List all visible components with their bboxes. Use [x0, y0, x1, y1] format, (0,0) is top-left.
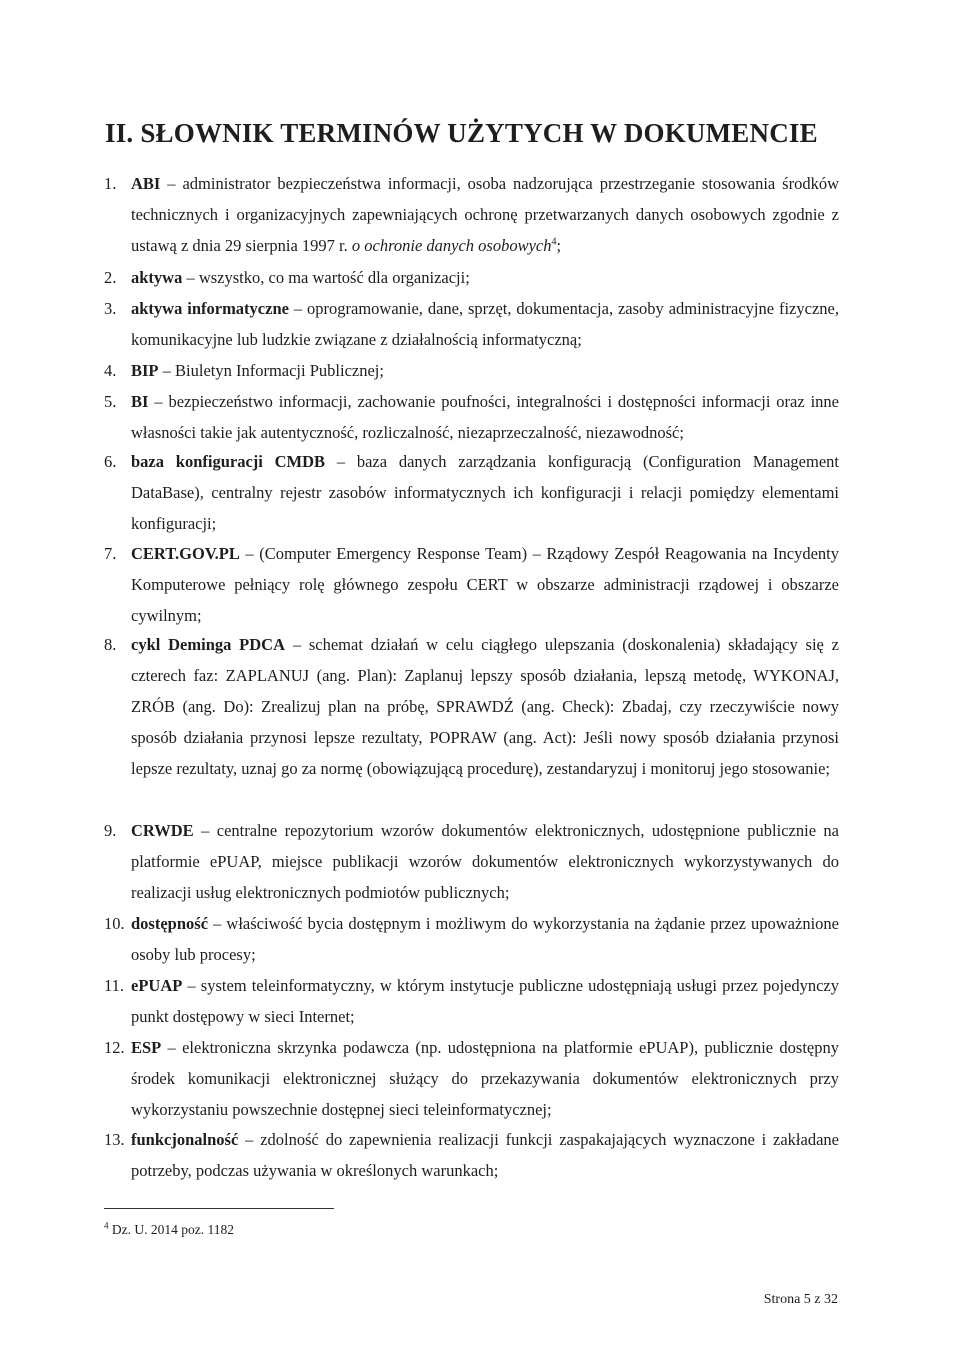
- footnote-ref[interactable]: 4: [551, 236, 557, 248]
- item-number: 4.: [104, 361, 117, 380]
- item-term: ABI: [131, 174, 161, 193]
- item-number: 6.: [104, 452, 117, 471]
- item-number: 7.: [104, 544, 117, 563]
- item-text: [131, 1124, 839, 1186]
- item-term: aktywa: [131, 268, 183, 287]
- item-definition: – centralne repozytorium wzorów dokumentów elektronicznych, udostępnione publicznie na platformie ePUAP, miejsce publikacji wzorów dokumentów elektronicznych wykorzystywanych do realizacji usług elektronicznych podmiotów publicznych;: [131, 821, 839, 902]
- item-term: ESP: [131, 1038, 162, 1057]
- section-heading: II. SŁOWNIK TERMINÓW UŻYTYCH W DOKUMENCIE: [105, 118, 818, 148]
- item-term: ePUAP: [131, 976, 183, 995]
- act-title: o ochronie danych osobowych: [351, 236, 552, 255]
- item-definition: – elektroniczna skrzynka podawcza (np. udostępniona na platformie ePUAP), publicznie dostępny środek komunikacji elektronicznej służący do przekazywania dokumentów elektronicznych przy wykorzystaniu powszechnie dostępnej sieci teleinformatycznej;: [131, 1038, 839, 1119]
- footnote-text: Dz. U. 2014 poz. 1182: [108, 1222, 234, 1237]
- item-definition: – system teleinformatyczny, w którym instytucje publiczne udostępniają usługi przez pojedynczy punkt dostępowy w sieci Internet;: [131, 976, 839, 1026]
- item-text: [131, 293, 839, 355]
- item-punct: ;: [556, 236, 562, 255]
- item-number: 5.: [104, 392, 117, 411]
- item-term: BIP: [131, 361, 159, 380]
- item-term: baza konfiguracji CMDB: [131, 452, 326, 471]
- item-text: [131, 168, 839, 261]
- footnote-number: 4: [104, 1220, 109, 1231]
- footnote: [104, 1222, 234, 1238]
- item-text: [131, 1032, 839, 1125]
- item-number: 8.: [104, 635, 117, 654]
- item-text: [131, 386, 839, 448]
- item-text: [131, 355, 839, 386]
- item-term: funkcjonalność: [131, 1130, 239, 1149]
- item-number: 2.: [104, 268, 117, 287]
- item-number: 9.: [104, 821, 117, 840]
- item-definition: – właściwość bycia dostępnym i możliwym do wykorzystania na żądanie przez upoważnione osoby lub procesy;: [131, 914, 839, 964]
- item-definition: – wszystko, co ma wartość dla organizacji;: [182, 268, 470, 287]
- item-term: CERT.GOV.PL: [131, 544, 240, 563]
- footnote-separator: [104, 1208, 334, 1209]
- item-number: 1.: [104, 174, 117, 193]
- item-text: [131, 538, 839, 631]
- item-term: cykl Deminga PDCA: [131, 635, 286, 654]
- item-number: 10.: [104, 914, 125, 933]
- item-number: 3.: [104, 299, 117, 318]
- item-text: [131, 262, 839, 293]
- page-number: Strona 5 z 32: [763, 1292, 838, 1307]
- item-term: aktywa informatyczne: [131, 299, 289, 318]
- item-term: CRWDE: [131, 821, 194, 840]
- item-text: [131, 446, 839, 539]
- item-number: 12.: [104, 1038, 125, 1057]
- item-text: [131, 815, 839, 908]
- item-definition: – baza danych zarządzania konfiguracją (Configuration Management DataBase), centralny rejestr zasobów informatycznych ich konfiguracji i relacji pomiędzy elementami konfiguracji;: [131, 452, 839, 533]
- item-definition: – oprogramowanie, dane, sprzęt, dokumentacja, zasoby administracyjne fizyczne, komunikacyjne lub ludzkie związane z działalnością informatyczną;: [131, 299, 839, 349]
- item-text: [131, 629, 839, 784]
- item-number: 11.: [104, 976, 125, 995]
- item-number: 13.: [104, 1130, 125, 1149]
- item-term: BI: [131, 392, 149, 411]
- item-definition: – Biuletyn Informacji Publicznej;: [158, 361, 384, 380]
- item-text: [131, 970, 839, 1032]
- item-text: [131, 908, 839, 970]
- item-definition: – schemat działań w celu ciągłego ulepszania (doskonalenia) składający się z czterech faz: ZAPLANUJ (ang. Plan): Zaplanuj lepszy sposób działania, lepszą metodę, WYKONAJ, ZRÓB (ang. Do): Zrealizuj plan na próbę, SPRAWDŹ (ang. Check): Zbadaj, czy rzeczywiście nowy sposób działania przynosi lepsze rezultaty, POPRAW (ang. Act): Jeśli nowy sposób działania przynosi lepsze rezultaty, uznaj go za normę (obowiązującą procedurę), zestandaryzuj i monitoruj jego stosowanie;: [131, 635, 839, 778]
- item-definition: – administrator bezpieczeństwa informacji, osoba nadzorująca przestrzeganie stosowania środków technicznych i organizacyjnych zapewniających ochronę przetwarzanych danych osobowych zgodnie z ustawą z dnia 29 sierpnia 1997 r.: [131, 174, 839, 255]
- item-term: dostępność: [131, 914, 209, 933]
- item-definition: – zdolność do zapewnienia realizacji funkcji zaspakajających wyznaczone i zakładane potrzeby, podczas używania w określonych warunkach;: [131, 1130, 839, 1180]
- item-definition: – bezpieczeństwo informacji, zachowanie poufności, integralności i dostępności informacji oraz inne własności takie jak autentyczność, rozliczalność, niezaprzeczalność, niezawodność;: [131, 392, 839, 442]
- item-definition: – (Computer Emergency Response Team) – Rządowy Zespół Reagowania na Incydenty Komputerowe pełniący rolę głównego zespołu CERT w obszarze administracji rządowej i obszarze cywilnym;: [131, 544, 839, 625]
